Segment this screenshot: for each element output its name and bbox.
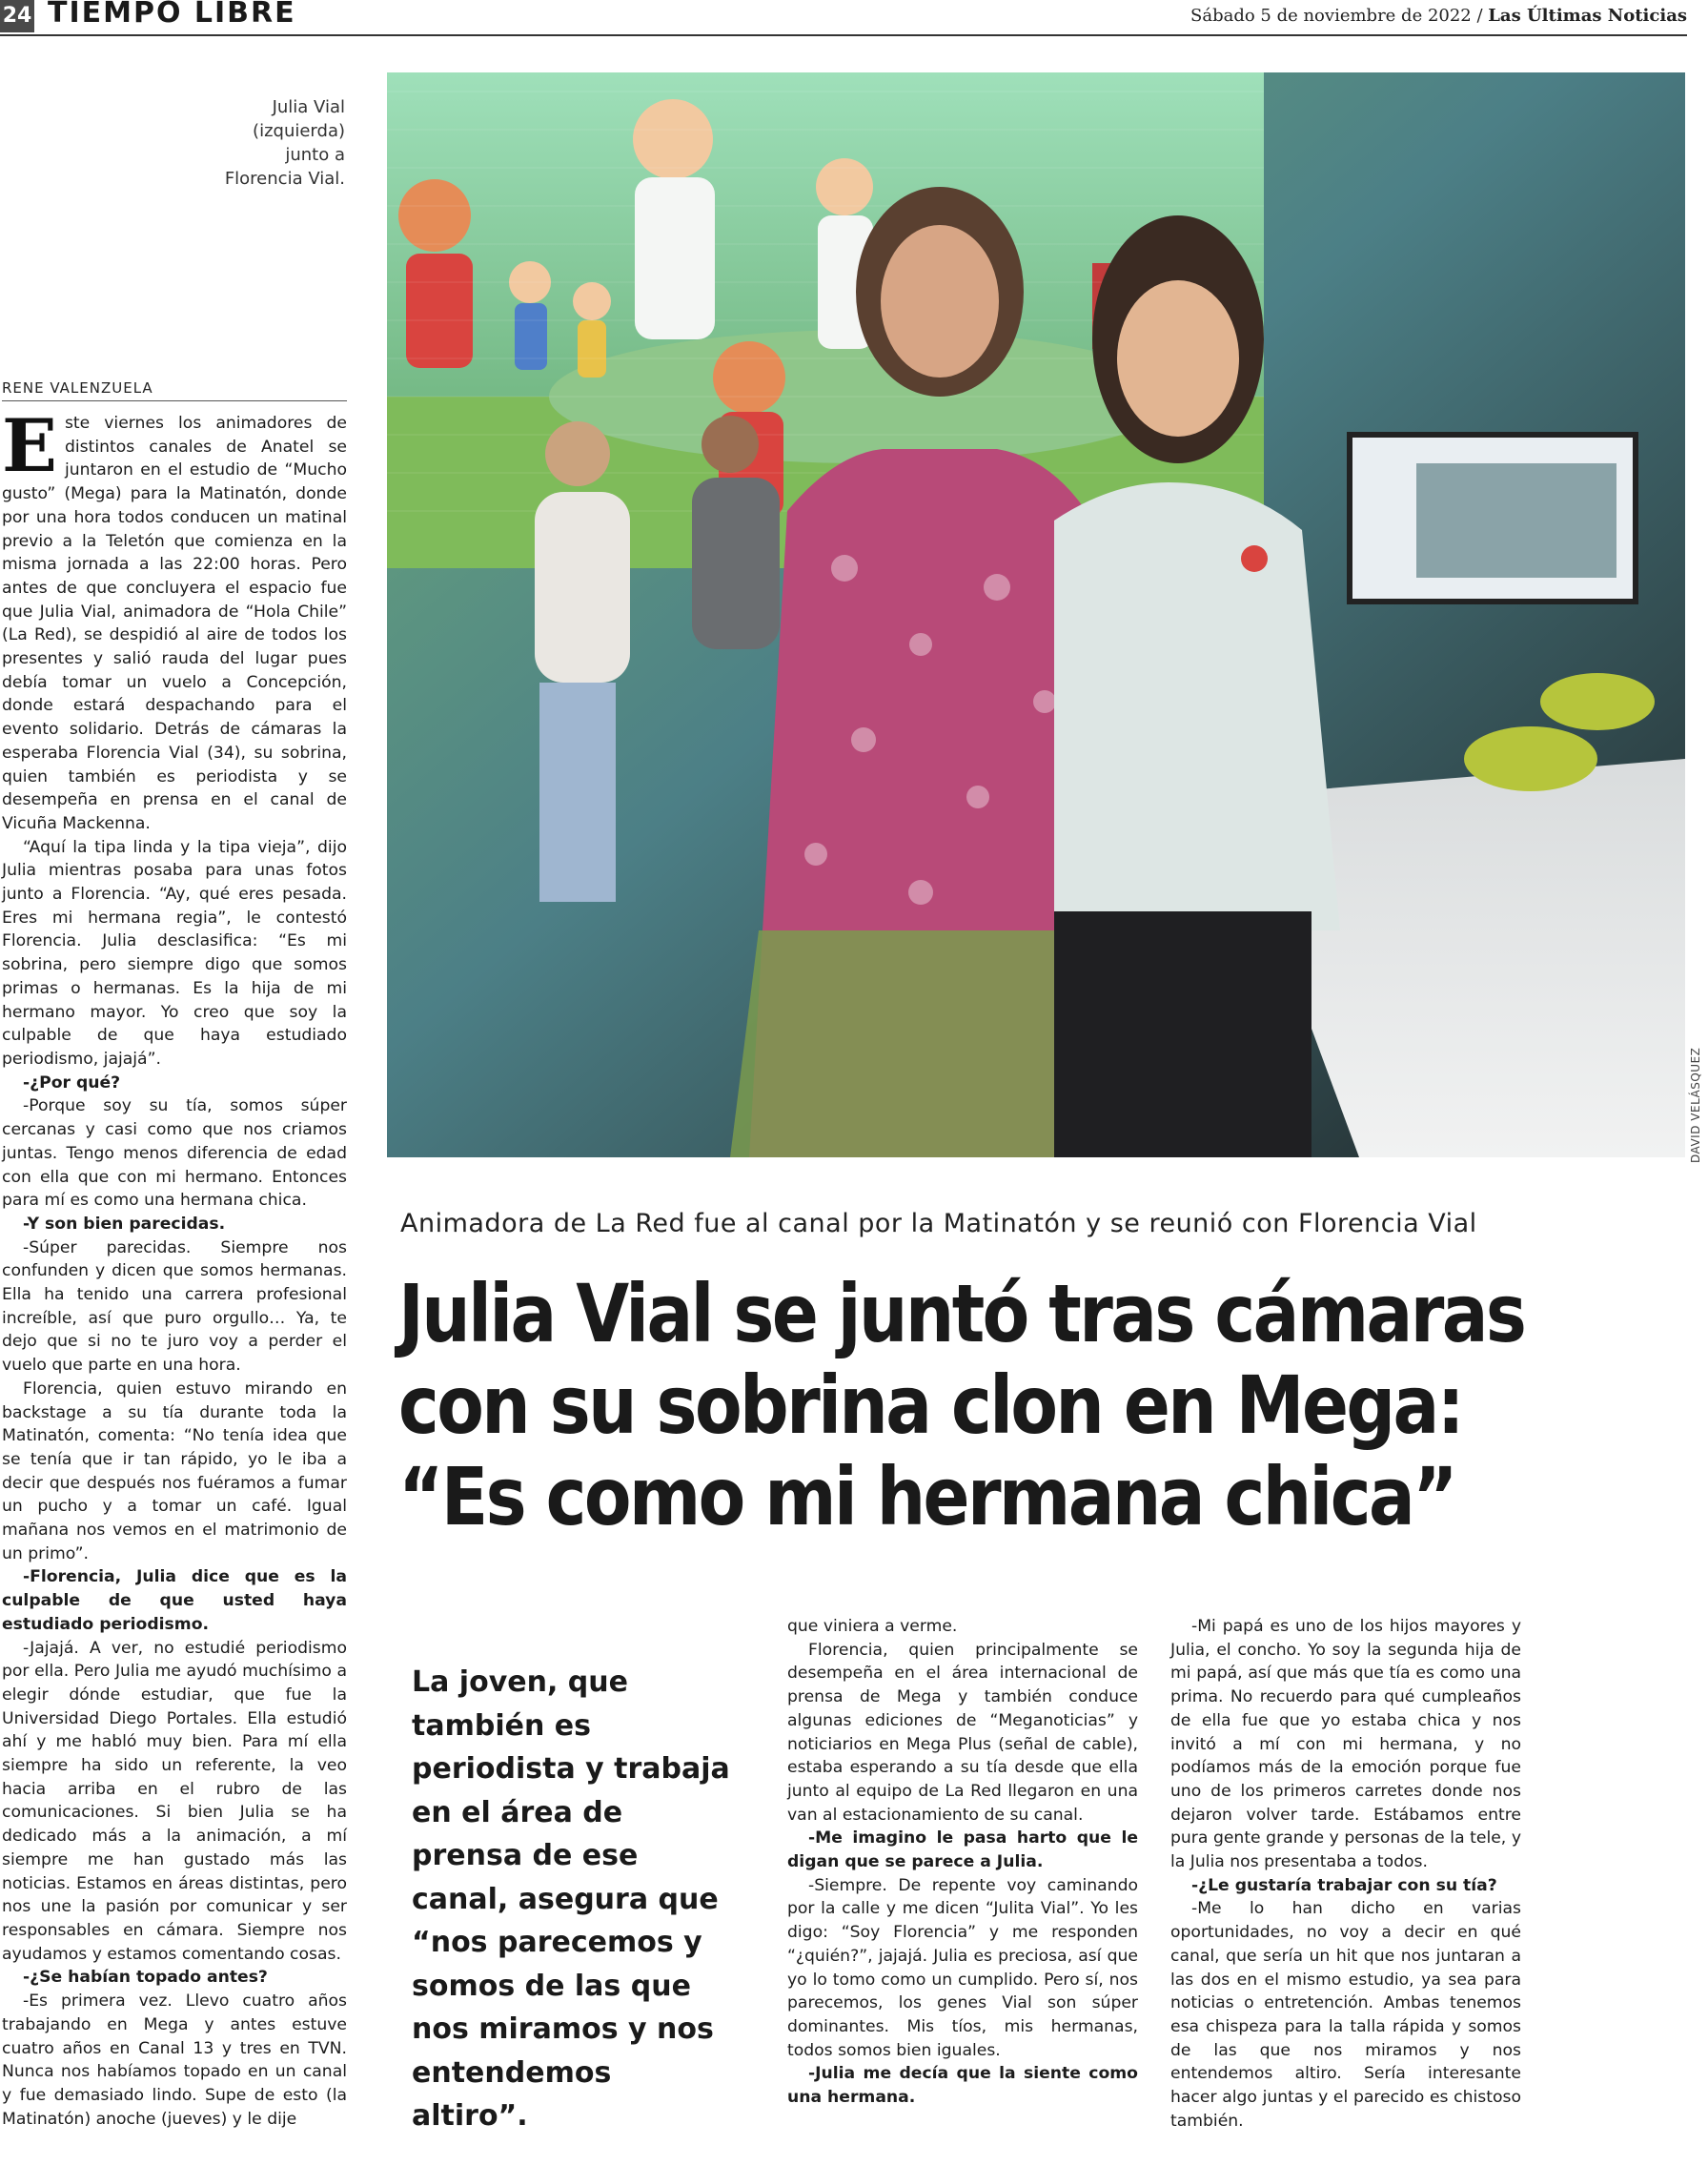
photo-caption (191, 95, 345, 191)
paragraph: Florencia, quien principalmente se desempeña en el área internacional de prensa de Mega y también conduce algunas ediciones de “Meganoticias” y noticiarios en Mega Plus (señal de cable), estaba esperando a su tía desde que ella junto al equipo de La Red llegaron en una van al estacionamiento de su canal. (787, 1640, 1138, 1825)
page-number: 24 (0, 0, 34, 32)
pull-quote: La joven, que también es periodista y trabaja en el área de prensa de ese canal, asegura que “nos parecemos y somos de las que nos miramos y nos entendemos altiro”. (412, 1665, 730, 2133)
paragraph: -Mi papá es uno de los hijos mayores y Julia, el concho. Yo soy la segunda hija de mi papá, así que más que tía es como una prima. No recuerdo para qué cumpleaños de ella fue que yo estaba chica y nos invitó a mí con mi hermana, y no podíamos más de la emoción porque fue uno de los primeros carretes donde nos dejaron volver tarde. Estábamos entre pura gente grande y personas de la tele, y la Julia nos presentaba a todos. (1170, 1617, 1521, 1872)
issue-info (1190, 6, 1687, 26)
headline-line: “Es como mi hermana chica” (398, 1450, 1456, 1543)
paragraph (2, 403, 347, 836)
caption-line: junto a (285, 145, 345, 165)
publication-name: Las Últimas Noticias (1488, 6, 1687, 26)
paragraph-text: ste viernes los animadores de distintos canales de Anatel se juntaron en el estudio de “Mucho gusto” (Mega) para la Matinatón, donde por una hora todos conducen un matinal previo a la Teletón que comienza en la misma jornada a las 22:00 horas. Pero antes de que concluyera el espacio fue que Julia Vial, animadora de “Hola Chile” (La Red), se despidió al aire de todos los presentes y salió rauda del lugar pues debía tomar un vuelo a Concepción, donde estará despachando para el evento solidario. Detrás de cámaras la esperaba Florencia Vial (34), su sobrina, quien también es periodista y se desempeña en prensa en el canal de Vicuña Mackenna. (2, 414, 347, 833)
question: -Y son bien parecidas. (23, 1214, 226, 1234)
question: -¿Le gustaría trabajar con su tía? (1191, 1875, 1497, 1895)
paragraph: -Siempre. De repente voy caminando por la calle y me dicen “Julita Vial”. Yo les digo: “Soy Florencia” y me responden “¿quién?”, jajajá. Julia es preciosa, así que yo lo tomo como un cumplido. Pero sí, nos parecemos, los genes Vial son súper dominantes. Mis tíos, mis hermanas, todos somos bien iguales. (787, 1875, 1138, 2060)
byline-rule (2, 400, 347, 401)
article-photo (387, 72, 1685, 1157)
question: -Julia me decía que la siente como una hermana. (787, 2064, 1138, 2108)
middle-column (787, 1615, 1138, 2110)
kicker: Animadora de La Red fue al canal por la Matinatón y se reunió con Florencia Vial (400, 1209, 1477, 1238)
caption-line: Julia Vial (272, 97, 345, 117)
drop-cap: E (2, 403, 57, 488)
right-column (1170, 1615, 1521, 2133)
question: -Florencia, Julia dice que es la culpable de que usted haya estudiado periodismo. (2, 1567, 347, 1634)
paragraph: -Es primera vez. Llevo cuatro años trabajando en Mega y antes estuve cuatro años en Canal 13 y tres en TVN. Nunca nos habíamos topado en un canal y fue demasiado lindo. Supe de esto (la Matinatón) anoche (jueves) y le dije (2, 1991, 347, 2129)
paragraph: Florencia, quien estuvo mirando en backstage a su tía durante toda la Matinatón, comenta: “No tenía idea que se tenía que ir tan rápido, yo le iba a decir que después nos fuéramos a fumar un pucho y a tomar un café. Igual mañana nos vemos en el matrimonio de un primo”. (2, 1379, 347, 1563)
paragraph: -Me lo han dicho en varias oportunidades, no voy a decir en qué canal, que sería un hit que nos juntaran a las dos en el mismo estudio, ya sea para noticias o entretención. Ambas tenemos esa chispeza para la talla rápida y somos de las que nos miramos y nos entendemos altiro. Sería interesante hacer algo juntas y el parecido es chistoso también. (1170, 1899, 1521, 2131)
byline: RENE VALENZUELA (2, 379, 153, 397)
caption-line: Florencia Vial. (224, 169, 345, 189)
paragraph: “Aquí la tipa linda y la tipa vieja”, dijo Julia mientras posaba para unas fotos junto a Florencia. “Ay, qué eres pesada. Eres mi hermana regia”, le contestó Florencia. Julia desclasifica: “Es mi sobrina, pero siempre digo que somos primas o hermanas. Es la hija de mi hermano mayor. Yo creo que soy la culpable de que haya estudiado periodismo, jajajá”. (2, 837, 347, 1069)
left-column (2, 403, 347, 2131)
question: -Me imagino le pasa harto que le digan que se parece a Julia. (787, 1828, 1138, 1872)
headline (398, 1267, 1525, 1543)
header-rule (0, 34, 1687, 36)
header-separator: / (1471, 6, 1489, 26)
question: -¿Por qué? (23, 1072, 121, 1093)
headline-line: con su sobrina clon en Mega: (398, 1358, 1463, 1452)
photo-illustration (387, 72, 1685, 1157)
photo-credit: DAVID VELÁSQUEZ (1689, 1047, 1702, 1163)
issue-date: Sábado 5 de noviembre de 2022 (1190, 6, 1472, 26)
question: -¿Se habían topado antes? (23, 1968, 268, 1988)
paragraph: que viniera a verme. (787, 1617, 958, 1636)
headline-line: Julia Vial se juntó tras cámaras (398, 1267, 1525, 1360)
caption-line: (izquierda) (253, 121, 345, 141)
section-title: TIEMPO LIBRE (48, 0, 296, 30)
paragraph: -Súper parecidas. Siempre nos confunden y dicen que somos hermanas. Ella ha tenido una carrera profesional increíble, así que puro orgullo… Ya, te dejo que si no te juro voy a perder el vuelo que parte en una hora. (2, 1237, 347, 1376)
paragraph: -Porque soy su tía, somos súper cercanas y casi como que nos criamos juntas. Tengo menos diferencia de edad con ella que con mi hermano. Entonces para mí es como una hermana chica. (2, 1096, 347, 1211)
paragraph: -Jajajá. A ver, no estudié periodismo por ella. Pero Julia me ayudó muchísimo a elegir dónde estudiar, que fue la Universidad Diego Portales. Ella estudió ahí y me habló muy bien. Para mí ella siempre ha sido un referente, la veo hacia arriba en el rubro de las comunicaciones. Si bien Julia se ha dedicado más a la animación, a mí siempre me han gustado más las noticias. Estamos en áreas distintas, pero nos une la pasión por comunicar y ser responsables en cámara. Siempre nos ayudamos y estamos comentando cosas. (2, 1638, 347, 1964)
